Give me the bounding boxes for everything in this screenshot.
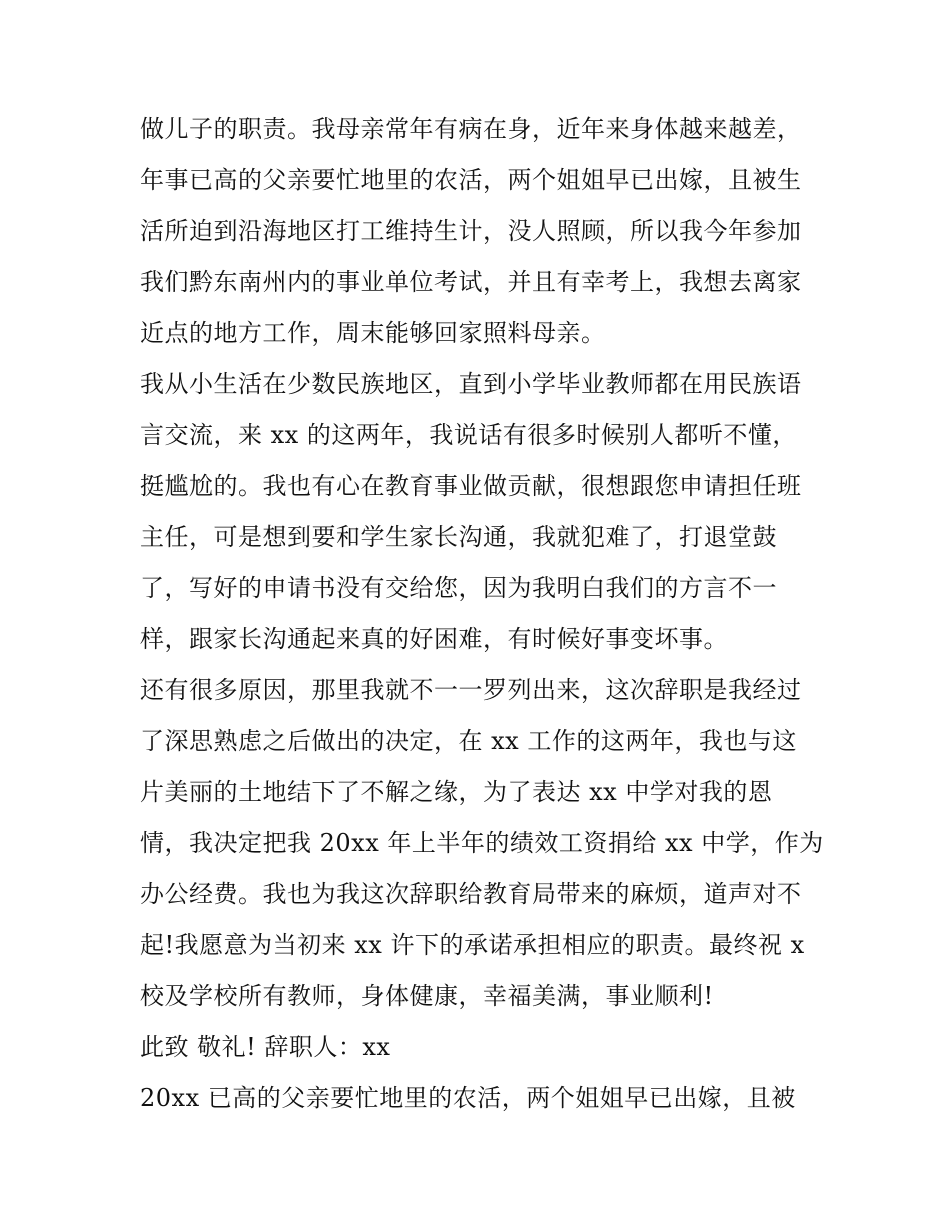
- text-line: 20xx 已高的父亲要忙地里的农活，两个姐姐早已出嫁，且被: [140, 1084, 796, 1112]
- text-line: 言交流，来 xx 的这两年，我说话有很多时候别人都听不懂，: [140, 421, 797, 449]
- text-line: 起!我愿意为当初来 xx 许下的承诺承担相应的职责。最终祝 x: [140, 931, 805, 959]
- text-line: 挺尴尬的。我也有心在教育事业做贡献，很想跟您申请担任班: [140, 472, 802, 500]
- text-line: 我们黔东南州内的事业单位考试，并且有幸考上，我想去离家: [140, 268, 802, 296]
- text-line: 还有很多原因，那里我就不一一罗列出来，这次辞职是我经过: [140, 676, 802, 704]
- text-line: 主任，可是想到要和学生家长沟通，我就犯难了，打退堂鼓: [140, 523, 777, 551]
- text-line: 片美丽的土地结下了不解之缘，为了表达 xx 中学对我的恩: [140, 778, 773, 806]
- text-line: 年事已高的父亲要忙地里的农活，两个姐姐早已出嫁，且被生: [140, 166, 802, 194]
- text-line: 情，我决定把我 20xx 年上半年的绩效工资捐给 xx 中学，作为: [140, 829, 824, 857]
- letter-body: [140, 104, 824, 1124]
- closing-line: 此致 敬礼! 辞职人：xx: [140, 1033, 391, 1061]
- text-line: 活所迫到沿海地区打工维持生计，没人照顾，所以我今年参加: [140, 217, 802, 245]
- text-line: 了深思熟虑之后做出的决定，在 xx 工作的这两年，我也与这: [140, 727, 797, 755]
- text-line: 了，写好的申请书没有交给您，因为我明白我们的方言不一: [140, 574, 777, 602]
- text-line: 近点的地方工作，周末能够回家照料母亲。: [140, 319, 606, 347]
- text-line: 办公经费。我也为我这次辞职给教育局带来的麻烦，道声对不: [140, 880, 802, 908]
- text-line: 样，跟家长沟通起来真的好困难，有时候好事变坏事。: [140, 625, 728, 653]
- text-line: 做儿子的职责。我母亲常年有病在身，近年来身体越来越差，: [140, 115, 802, 143]
- text-line: 我从小生活在少数民族地区，直到小学毕业教师都在用民族语: [140, 370, 802, 398]
- text-line: 校及学校所有教师，身体健康，幸福美满，事业顺利!: [140, 982, 714, 1010]
